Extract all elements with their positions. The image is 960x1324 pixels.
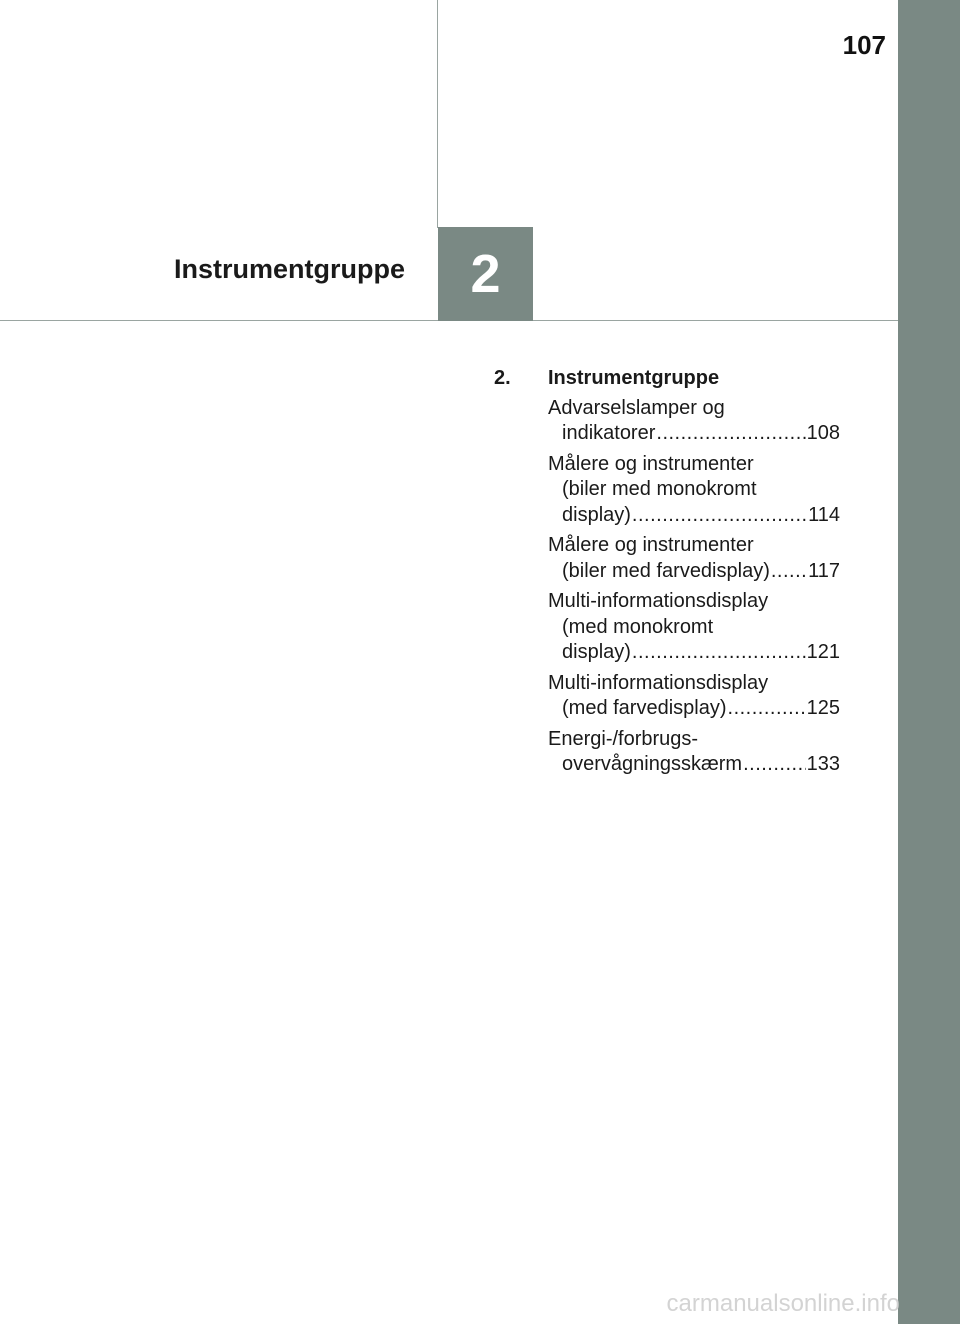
toc-entry-line: Multi-informationsdisplay xyxy=(548,671,769,694)
toc-entry[interactable] xyxy=(548,589,840,666)
toc-entry-line: display) xyxy=(562,641,631,663)
chapter-number: 2 xyxy=(470,244,501,304)
toc-entry-page: 133 xyxy=(806,753,840,775)
toc-entry-page: 125 xyxy=(806,697,840,719)
watermark-text: carmanualsonline.info xyxy=(666,1290,900,1317)
toc-entry[interactable] xyxy=(548,727,840,778)
toc-entry-line: Energi-/forbrugs- xyxy=(548,727,699,750)
toc-entry-line: overvågningsskærm xyxy=(562,753,743,775)
toc-entry[interactable] xyxy=(548,533,840,584)
side-tab-bar xyxy=(898,0,960,1324)
toc-entry-line: Advarselslamper og xyxy=(548,396,725,419)
toc-entry-line: (biler med farvedisplay) xyxy=(562,559,770,582)
chapter-title: Instrumentgruppe xyxy=(174,254,406,284)
toc-entry-line: display) xyxy=(562,503,631,526)
vertical-divider xyxy=(437,0,438,228)
toc-entry[interactable] xyxy=(548,396,840,447)
toc-section-title: Instrumentgruppe xyxy=(548,367,720,389)
toc-entry[interactable] xyxy=(548,671,840,722)
toc-entry-page: 121 xyxy=(806,641,840,663)
toc-entry-line: Målere og instrumenter xyxy=(548,452,754,475)
toc-entry-page: 117 xyxy=(808,559,840,582)
toc-entry-page: 108 xyxy=(806,422,840,444)
toc-section-heading xyxy=(494,366,840,392)
toc-entry-line: indikatorer xyxy=(562,422,656,444)
toc-entry-line: (biler med monokromt xyxy=(562,478,757,500)
toc-entry-line: (med farvedisplay) xyxy=(562,697,727,719)
toc-entry-line: Målere og instrumenter xyxy=(548,534,754,556)
table-of-contents xyxy=(494,366,840,783)
page-number: 107 xyxy=(842,30,886,60)
toc-entry-page: 114 xyxy=(808,503,840,526)
toc-entry-line: Multi-informationsdisplay xyxy=(548,590,769,612)
toc-entry[interactable] xyxy=(548,452,840,529)
toc-entry-line: (med monokromt xyxy=(562,615,714,638)
toc-section-number: 2. xyxy=(494,367,511,389)
chapter-number-box xyxy=(438,227,533,321)
